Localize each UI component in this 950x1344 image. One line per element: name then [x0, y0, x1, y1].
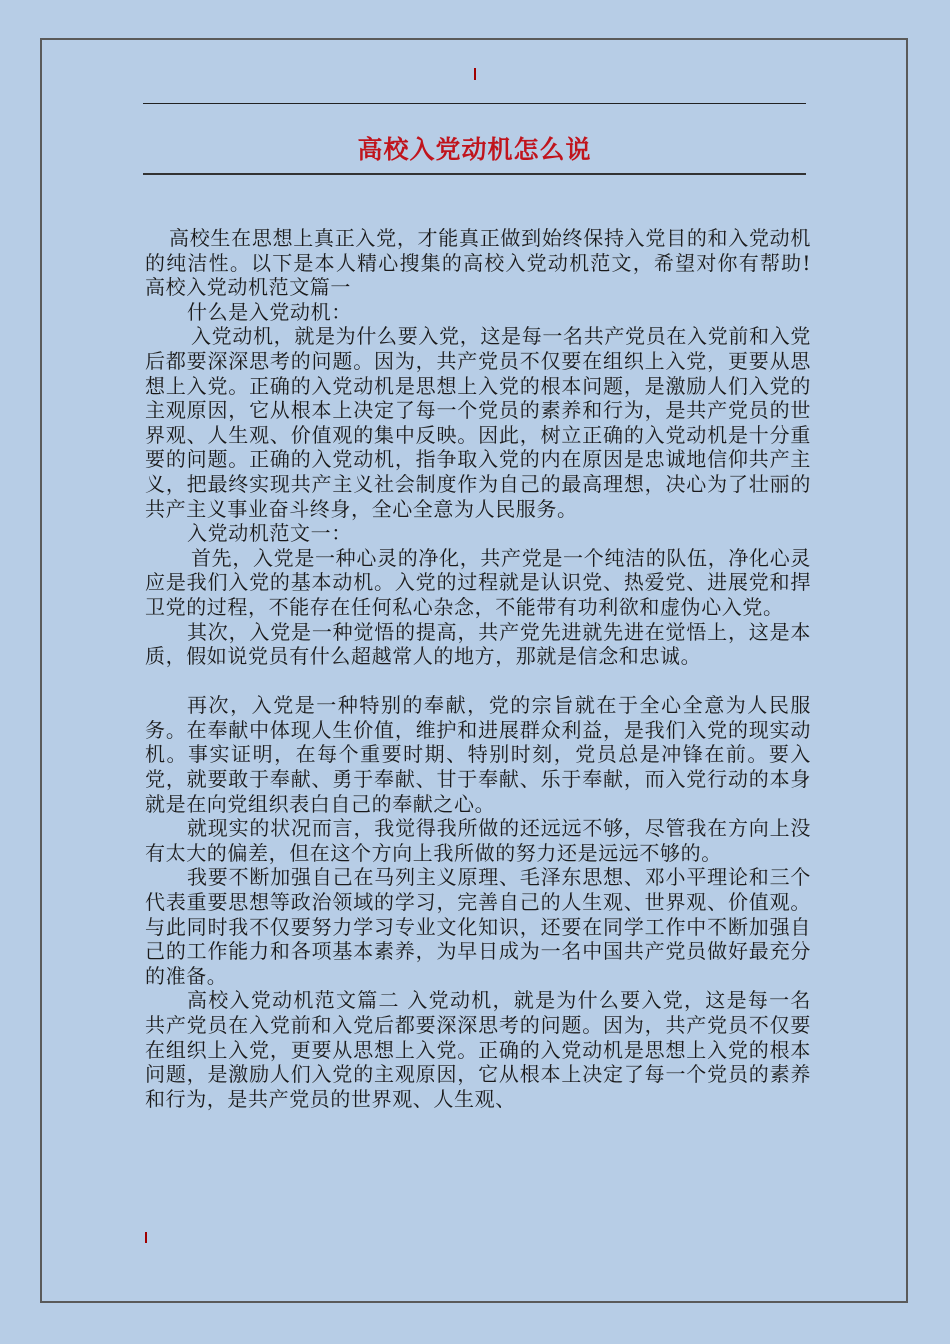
subheading-sample-one: 入党动机范文一：	[187, 521, 352, 546]
paragraph-second: 其次，入党是一种觉悟的提高，共产党先进就先进在觉悟上，这是本质，假如说党员有什么超越常人的地方，那就是信念和忠诚。	[145, 619, 811, 669]
header-marker	[474, 68, 476, 80]
paragraph-first: 首先，入党是一种心灵的净化，共产党是一个纯洁的队伍，净化心灵应是我们入党的基本动机。入党的过程就是认识党、热爱党、进展党和捍卫党的过程，不能存在任何私心杂念，不能带有功利欲和虚伪心入党。	[145, 545, 811, 619]
document-title: 高校入党动机怎么说	[357, 135, 592, 164]
subheading-what-is-motive: 什么是入党动机：	[187, 299, 352, 324]
paragraph-reality: 就现实的状况而言，我觉得我所做的还远远不够，尽管我在方向上没有太大的偏差，但在这个方向上我所做的努力还是远远不够的。	[145, 816, 811, 865]
paragraph-third: 再次，入党是一种特别的奉献，党的宗旨就在于全心全意为人民服务。在奉献中体现人生价值，维护和进展群众利益，是我们入党的现实动机。事实证明，在每个重要时期、特别时刻，党员总是冲锋在前。要入党，就要敢于奉献、勇于奉献、甘于奉献、乐于奉献，而入党行动的本身就是在向党组织表白自己的奉献之心。	[145, 693, 811, 816]
title-divider	[143, 173, 806, 175]
document-body	[145, 226, 811, 1111]
paragraph-definition: 入党动机，就是为什么要入党，这是每一名共产党员在入党前和入党后都要深深思考的问题。因为，共产党员不仅要在组织上入党，更要从思想上入党。正确的入党动机是思想上入党的根本问题，是激励人们入党的主观原因，它从根本上决定了每一个党员的素养和行为，是共产党员的世界观、人生观、价值观的集中反映。因此，树立正确的入党动机是十分重要的问题。正确的入党动机，指争取入党的内在原因是忠诚地信仰共产主义，把最终实现共产主义社会制度作为自己的最高理想，决心为了壮丽的共产主义事业奋斗终身，全心全意为人民服务。	[145, 324, 811, 521]
paragraph-intro: 高校生在思想上真正入党，才能真正做到始终保持入党目的和入党动机的纯洁性。以下是本人精心搜集的高校入党动机范文，希望对你有帮助! 高校入党动机范文篇一	[145, 226, 811, 300]
header-divider	[143, 103, 806, 104]
paragraph-resolve: 我要不断加强自己在马列主义原理、毛泽东思想、邓小平理论和三个代表重要思想等政治领域的学习，完善自己的人生观、世界观、价值观。与此同时我不仅要努力学习专业文化知识，还要在同学工作中不断加强自己的工作能力和各项基本素养，为早日成为一名中国共产党员做好最充分的准备。	[145, 865, 811, 988]
footer-marker	[145, 1232, 147, 1243]
paragraph-sample-two: 高校入党动机范文篇二 入党动机，就是为什么要入党，这是每一名共产党员在入党前和入党后都要深深思考的问题。因为，共产党员不仅要在组织上入党，更要从思想上入党。正确的入党动机是思想上入党的根本问题，是激励人们入党的主观原因，它从根本上决定了每一个党员的素养和行为，是共产党员的世界观、人生观、	[145, 988, 811, 1111]
